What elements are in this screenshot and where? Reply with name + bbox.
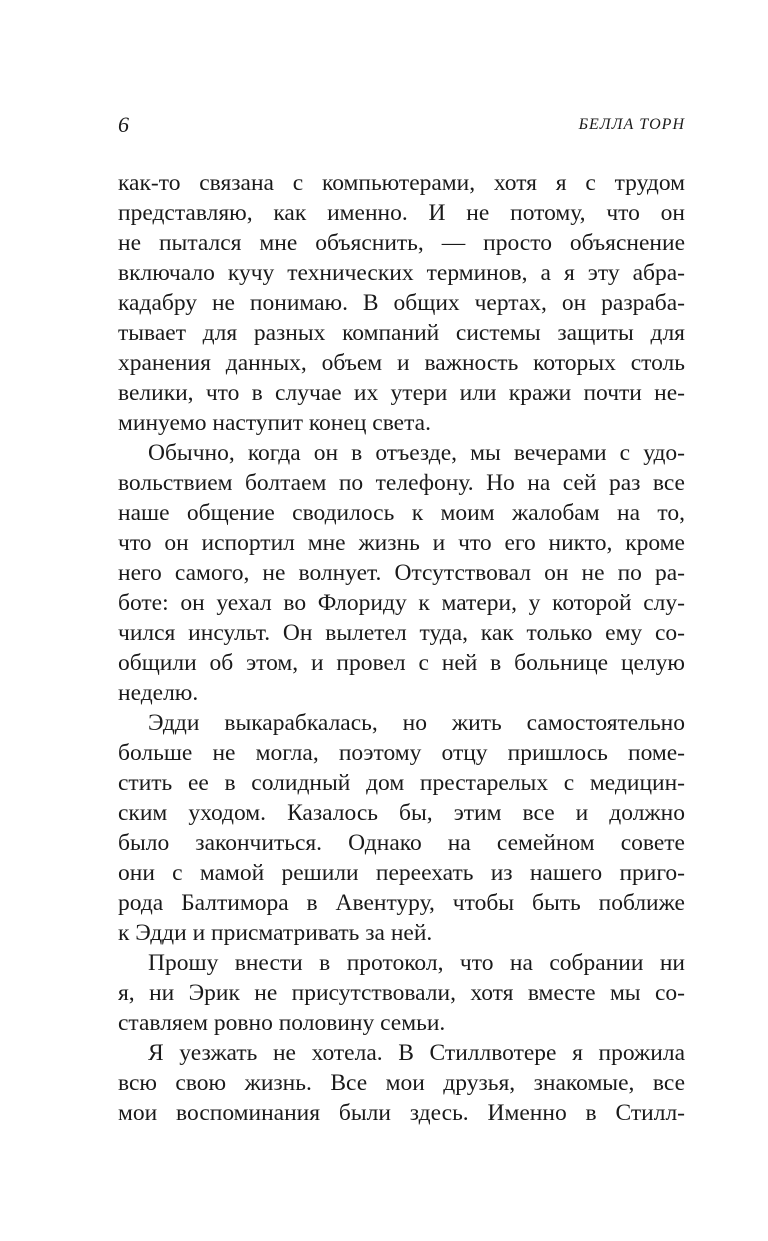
paragraph (118, 1038, 685, 1128)
text-line: Эдди выкарабкалась, но жить самостоятельно (148, 710, 685, 736)
text-line: хранения данных, объем и важность которых столь (118, 350, 685, 376)
text-line: общили об этом, и провел с ней в больнице целую (118, 650, 685, 676)
text-line: было закончиться. Однако на семейном совете (118, 830, 685, 856)
text-line: неделю. (118, 680, 199, 706)
text-line: ставляем ровно половину семьи. (118, 1010, 446, 1036)
paragraph (118, 708, 685, 948)
text-line: минуемо наступит конец света. (118, 410, 431, 436)
text-line: Я уезжать не хотела. В Стиллвотере я прожила (148, 1040, 685, 1066)
text-line: тывает для разных компаний системы защиты для (118, 320, 685, 346)
text-line: Обычно, когда он в отъезде, мы вечерами с удо- (148, 440, 685, 466)
text-line: не пытался мне объяснить, — просто объяснение (118, 230, 685, 256)
paragraph (118, 168, 685, 438)
text-line: вольствием болтаем по телефону. Но на сей раз все (118, 470, 685, 496)
text-line: к Эдди и присматривать за ней. (118, 920, 433, 946)
body-text (118, 168, 685, 1128)
text-line: представляю, как именно. И не потому, что он (118, 200, 685, 226)
text-line: ским уходом. Казалось бы, этим все и должно (118, 800, 685, 826)
text-line: кадабру не понимаю. В общих чертах, он разраба- (118, 290, 685, 316)
text-line: наше общение сводилось к моим жалобам на то, (118, 500, 685, 526)
page-header (118, 112, 685, 142)
text-line: него самого, не волнует. Отсутствовал он не по ра- (118, 560, 685, 586)
paragraph (118, 438, 685, 708)
text-line: боте: он уехал во Флориду к матери, у которой слу- (118, 590, 685, 616)
paragraph (118, 948, 685, 1038)
text-line: что он испортил мне жизнь и что его никто, кроме (118, 530, 685, 556)
text-line: я, ни Эрик не присутствовали, хотя вместе мы со- (118, 980, 685, 1006)
text-line: стить ее в солидный дом престарелых с медицин- (118, 770, 685, 796)
page-number: 6 (118, 112, 129, 137)
running-title: БЕЛЛА ТОРН (578, 116, 685, 133)
text-line: Прошу внести в протокол, что на собрании ни (148, 950, 685, 976)
text-line: рода Балтимора в Авентуру, чтобы быть поближе (118, 890, 685, 916)
text-line: как-то связана с компьютерами, хотя я с трудом (118, 170, 685, 196)
text-line: включало кучу технических терминов, а я эту абра- (118, 260, 685, 286)
text-line: чился инсульт. Он вылетел туда, как только ему со- (118, 620, 685, 646)
text-line: мои воспоминания были здесь. Именно в Стилл- (118, 1100, 685, 1126)
text-line: они с мамой решили переехать из нашего приго- (118, 860, 685, 886)
text-line: больше не могла, поэтому отцу пришлось поме- (118, 740, 685, 766)
text-line: всю свою жизнь. Все мои друзья, знакомые, все (118, 1070, 685, 1096)
text-line: велики, что в случае их утери или кражи почти не- (118, 380, 685, 406)
